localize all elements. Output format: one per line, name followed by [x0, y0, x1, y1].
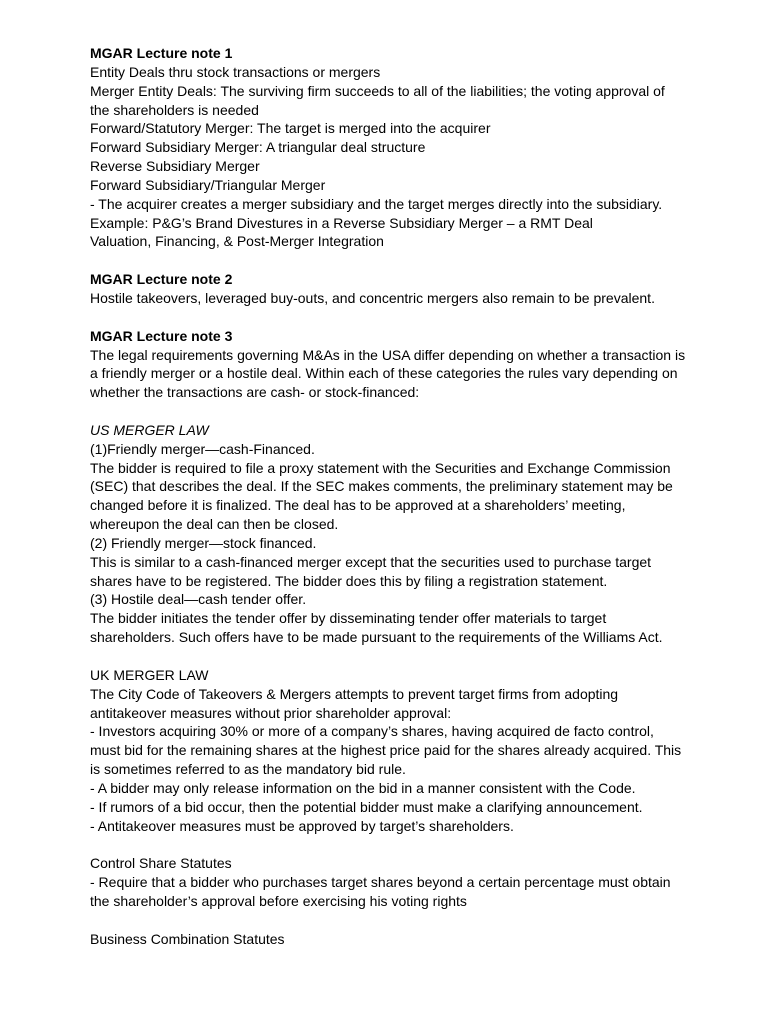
text-line: antitakeover measures without prior shareholder approval: [90, 704, 452, 721]
text-line: This is similar to a cash-financed merger except that the securities used to purchase target [90, 553, 652, 570]
text-line: shareholders. Such offers have to be made pursuant to the requirements of the Williams Act. [90, 629, 663, 646]
heading-control-share-statutes: Control Share Statutes [90, 855, 232, 872]
text-line: (2) Friendly merger—stock financed. [90, 534, 317, 551]
text-line: whether the transactions are cash- or stock-financed: [90, 384, 420, 401]
heading-lecture-note-2: MGAR Lecture note 2 [90, 271, 233, 288]
heading-lecture-note-1: MGAR Lecture note 1 [90, 45, 233, 61]
text-line: Merger Entity Deals: The surviving firm succeeds to all of the liabilities; the voting approval of [90, 82, 665, 99]
text-line: - If rumors of a bid occur, then the potential bidder must make a clarifying announcement. [90, 798, 643, 815]
heading-business-combination-statutes: Business Combination Statutes [90, 930, 285, 947]
paragraph-gap [90, 251, 690, 270]
text-line: Forward Subsidiary Merger: A triangular deal structure [90, 139, 426, 156]
text-line: must bid for the remaining shares at the highest price paid for the shares already acquired. This [90, 742, 682, 759]
text-line: Forward Subsidiary/Triangular Merger [90, 176, 326, 193]
paragraph-gap [90, 835, 690, 854]
text-line: a friendly merger or a hostile deal. Within each of these categories the rules vary depending on [90, 365, 678, 382]
text-line: is sometimes referred to as the mandatory bid rule. [90, 761, 406, 778]
text-line: Forward/Statutory Merger: The target is merged into the acquirer [90, 120, 491, 137]
text-line: Hostile takeovers, leveraged buy-outs, and concentric mergers also remain to be prevalent. [90, 289, 655, 306]
heading-us-merger-law: US MERGER LAW [90, 421, 209, 438]
paragraph-gap [90, 308, 690, 327]
text-line: - A bidder may only release information on the bid in a manner consistent with the Code. [90, 779, 636, 796]
heading-uk-merger-law: UK MERGER LAW [90, 666, 209, 683]
document-page [90, 44, 690, 949]
text-line: The legal requirements governing M&As in the USA differ depending on whether a transaction is [90, 346, 686, 363]
text-line: changed before it is finalized. The deal has to be approved at a shareholders’ meeting, [90, 497, 626, 514]
text-line: - The acquirer creates a merger subsidiary and the target merges directly into the subsidiary. [90, 195, 663, 212]
text-line: The bidder initiates the tender offer by disseminating tender offer materials to target [90, 610, 607, 627]
text-line: - Investors acquiring 30% or more of a company’s shares, having acquired de facto control, [90, 723, 654, 740]
text-line: the shareholder’s approval before exercising his voting rights [90, 892, 467, 909]
paragraph-gap [90, 402, 690, 421]
text-line: shares have to be registered. The bidder does this by filing a registration statement. [90, 572, 608, 589]
text-line: (SEC) that describes the deal. If the SEC makes comments, the preliminary statement may be [90, 478, 673, 495]
text-line: Valuation, Financing, & Post-Merger Integration [90, 233, 384, 250]
text-line: Entity Deals thru stock transactions or mergers [90, 63, 381, 80]
text-line: the shareholders is needed [90, 101, 259, 118]
paragraph-gap [90, 647, 690, 666]
text-line: - Require that a bidder who purchases target shares beyond a certain percentage must obtain [90, 874, 671, 891]
text-line: - Antitakeover measures must be approved by target’s shareholders. [90, 817, 514, 834]
text-line: (1)Friendly merger—cash-Financed. [90, 440, 315, 457]
text-line: whereupon the deal can then be closed. [90, 516, 339, 533]
heading-lecture-note-3: MGAR Lecture note 3 [90, 327, 233, 344]
text-line: The City Code of Takeovers & Mergers attempts to prevent target firms from adopting [90, 685, 619, 702]
text-line: (3) Hostile deal—cash tender offer. [90, 591, 307, 608]
text-line: The bidder is required to file a proxy statement with the Securities and Exchange Commission [90, 459, 671, 476]
paragraph-gap [90, 911, 690, 930]
text-line: Reverse Subsidiary Merger [90, 158, 260, 175]
text-line: Example: P&G’s Brand Divestures in a Reverse Subsidiary Merger – a RMT Deal [90, 214, 593, 231]
